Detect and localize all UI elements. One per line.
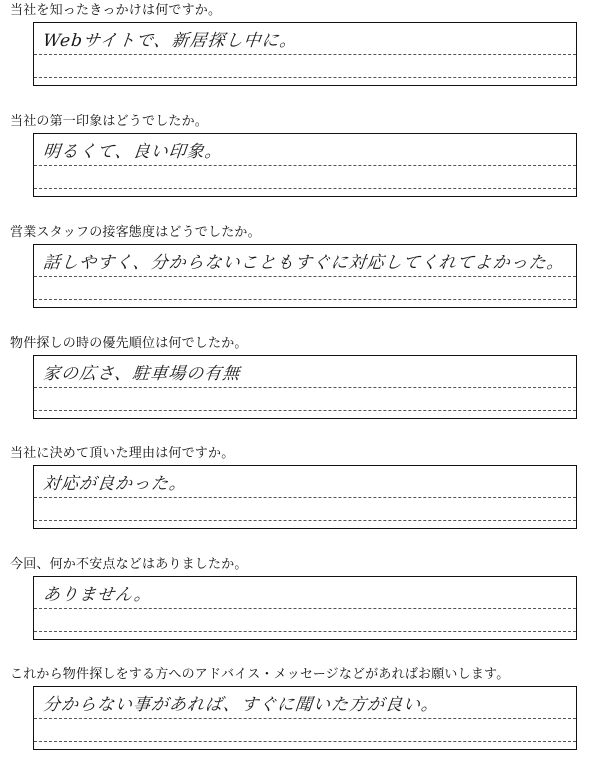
dashed-rule [34,497,576,498]
handwritten-answer: 家の広さ、駐車場の有無 [41,364,242,384]
dashed-rule [34,54,576,55]
dashed-rule [34,165,576,166]
answer-box [33,244,577,308]
dashed-rule [34,188,576,189]
handwritten-answer: 分からない事があれば、すぐに聞いた方が良い。 [41,695,441,715]
handwritten-answer: 話しやすく、分からないこともすぐに対応してくれてよかった。 [41,253,566,273]
answer-box [33,576,577,640]
dashed-rule [34,410,576,411]
answer-box [33,133,577,197]
handwritten-answer: ありません。 [41,585,154,605]
answer-box [33,355,577,419]
dashed-rule [34,387,576,388]
question-label: 物件探しの時の優先順位は何でしたか。 [10,336,248,351]
dashed-rule [34,631,576,632]
question-label: 当社を知ったきっかけは何ですか。 [10,3,222,18]
answer-box [33,686,577,750]
question-label: 営業スタッフの接客態度はどうでしたか。 [10,225,261,240]
dashed-rule [34,608,576,609]
question-label: 当社に決めて頂いた理由は何ですか。 [10,446,235,461]
question-label: これから物件探しをする方へのアドバイス・メッセージなどがあればお願いします。 [10,667,510,682]
dashed-rule [34,299,576,300]
answer-box [33,22,577,86]
handwritten-answer: Webサイトで、新居探し中に。 [41,31,299,51]
handwritten-answer: 明るくて、良い印象。 [41,142,224,162]
dashed-rule [34,276,576,277]
dashed-rule [34,741,576,742]
answer-box [33,465,577,529]
dashed-rule [34,77,576,78]
dashed-rule [34,520,576,521]
dashed-rule [34,718,576,719]
question-label: 当社の第一印象はどうでしたか。 [10,114,209,129]
handwritten-answer: 対応が良かった。 [41,474,189,494]
question-label: 今回、何か不安点などはありましたか。 [10,557,248,572]
